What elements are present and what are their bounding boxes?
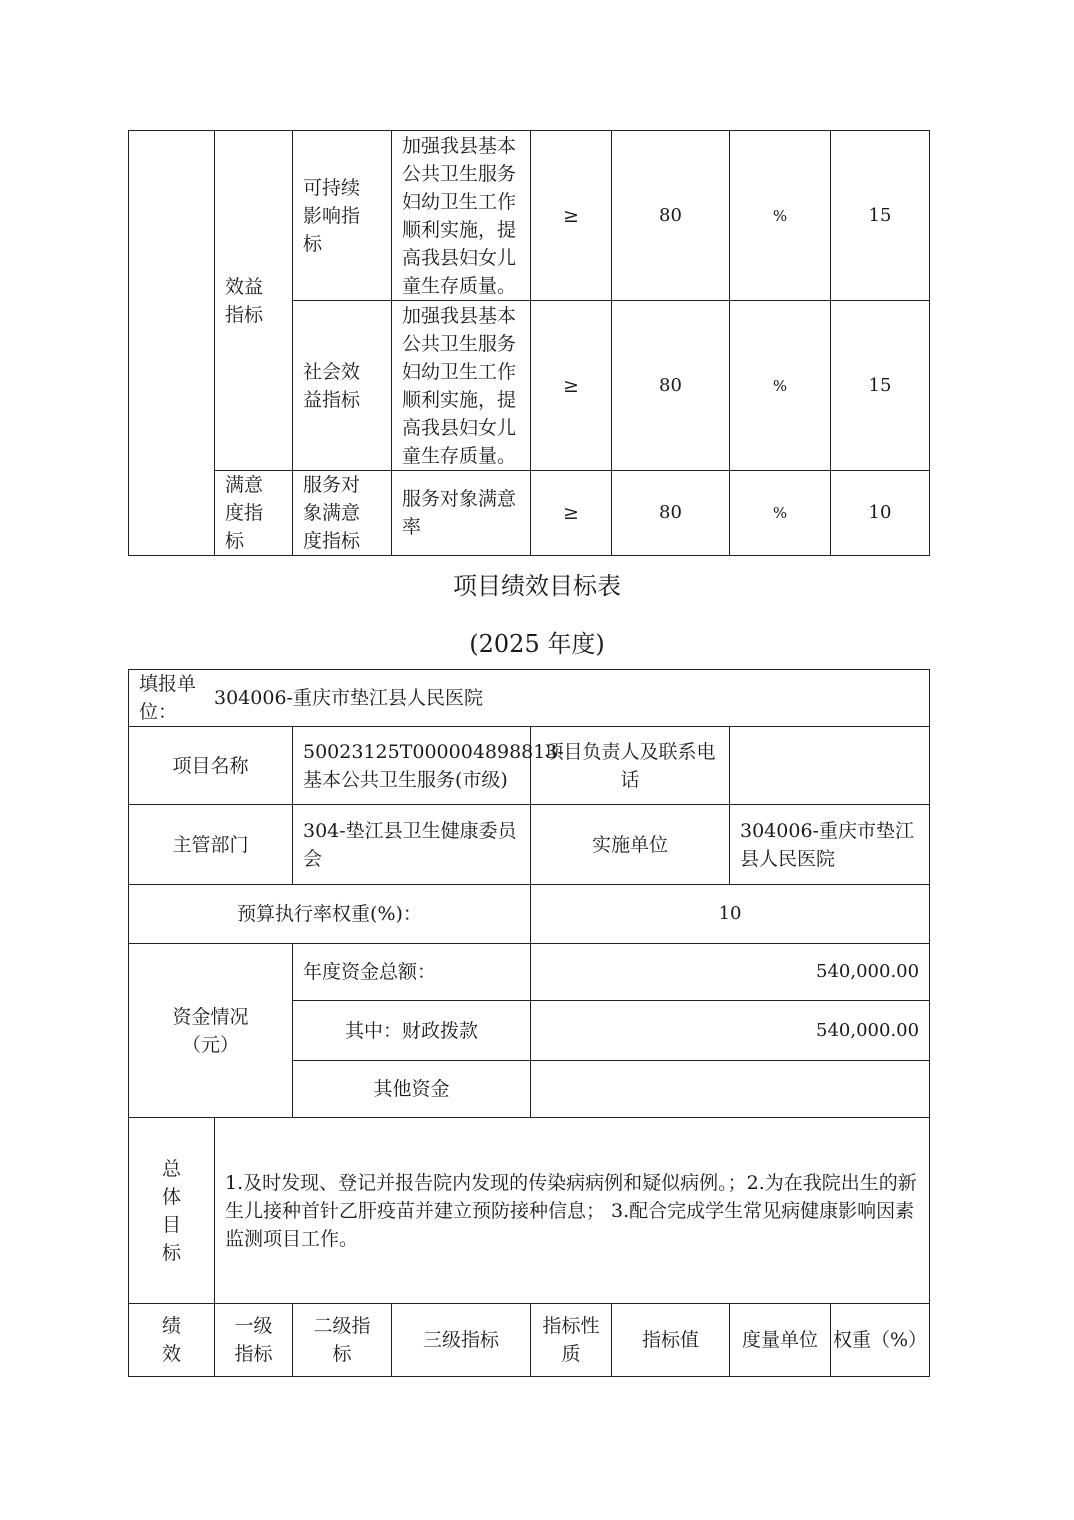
l2-social-benefit: 社会效 益指标 [293, 301, 392, 471]
satisfaction-indicator-label: 满意 度指 标 [215, 471, 293, 556]
project-name-label: 项目名称 [129, 727, 293, 805]
overall-goal-label: 总 体 目 标 [129, 1118, 215, 1304]
funds-fiscal-label: 其中：财政拨款 [293, 1001, 531, 1061]
reporting-unit-label: 填报单 位： [139, 673, 197, 723]
reporting-unit-row [129, 670, 930, 727]
l2-sustainable-impact: 可持续 影响指 标 [293, 131, 392, 301]
project-leader-value [730, 727, 930, 805]
funds-fiscal-value: 540,000.00 [531, 1001, 930, 1061]
unit-satisfaction: % [730, 471, 831, 556]
document-title: 项目绩效目标表 [453, 572, 621, 600]
benefit-indicator-label: 效益 指标 [215, 131, 293, 471]
value-social-benefit: 80 [612, 301, 730, 471]
weight-social-benefit: 15 [831, 301, 930, 471]
header-level2-indicator: 二级指 标 [293, 1304, 392, 1377]
overall-goal-text: 1.及时发现、登记并报告院内发现的传染病病例和疑似病例。；2.为在我院出生的新生儿接种首针乙肝疫苗并建立预防接种信息； 3.配合完成学生常见病健康影响因素监测项目工作。 [215, 1118, 930, 1304]
funds-total-value: 540,000.00 [531, 944, 930, 1001]
performance-goal-table [128, 669, 930, 1377]
header-measure-unit: 度量单位 [730, 1304, 831, 1377]
unit-social-benefit: % [730, 301, 831, 471]
unit-sustainable-impact: % [730, 131, 831, 301]
budget-rate-label: 预算执行率权重(%)： [129, 885, 531, 944]
header-weight: 权重（%） [831, 1304, 930, 1377]
document-year: (2025 年度) [469, 630, 605, 658]
funds-other-label: 其他资金 [293, 1061, 531, 1118]
project-leader-label: 项目负责人及联系电 话 [531, 727, 730, 805]
funds-total-label: 年度资金总额： [293, 944, 531, 1001]
implementing-unit-value: 304006-重庆市垫江 县人民医院 [730, 805, 930, 885]
project-name-value: 50023125T000004898813- 基本公共卫生服务(市级) [293, 727, 531, 805]
supervising-dept-value: 304-垫江县卫生健康委员 会 [293, 805, 531, 885]
weight-sustainable-impact: 15 [831, 131, 930, 301]
weight-satisfaction: 10 [831, 471, 930, 556]
implementing-unit-label: 实施单位 [531, 805, 730, 885]
op-social-benefit: ≥ [531, 301, 612, 471]
header-indicator-nature: 指标性 质 [531, 1304, 612, 1377]
l3-social-benefit: 加强我县基本 公共卫生服务 妇幼卫生工作 顺利实施，提 高我县妇女儿 童生存质量。 [392, 301, 531, 471]
reporting-unit-value: 304006-重庆市垫江县人民医院 [214, 687, 483, 709]
header-level1-indicator: 一级 指标 [215, 1304, 293, 1377]
op-satisfaction: ≥ [531, 471, 612, 556]
l2-satisfaction: 服务对 象满意 度指标 [293, 471, 392, 556]
op-sustainable-impact: ≥ [531, 131, 612, 301]
header-indicator-value: 指标值 [612, 1304, 730, 1377]
header-perf: 绩 效 [129, 1304, 215, 1377]
l3-sustainable-impact: 加强我县基本 公共卫生服务 妇幼卫生工作 顺利实施，提 高我县妇女儿 童生存质量。 [392, 131, 531, 301]
value-sustainable-impact: 80 [612, 131, 730, 301]
budget-rate-value: 10 [531, 885, 930, 944]
header-level3-indicator: 三级指标 [392, 1304, 531, 1377]
value-satisfaction: 80 [612, 471, 730, 556]
indicator-table-continued [128, 130, 930, 556]
funds-label: 资金情况 （元） [129, 944, 293, 1118]
funds-other-value [531, 1061, 930, 1118]
supervising-dept-label: 主管部门 [129, 805, 293, 885]
perf-column-cell [129, 131, 215, 556]
l3-satisfaction: 服务对象满意 率 [392, 471, 531, 556]
